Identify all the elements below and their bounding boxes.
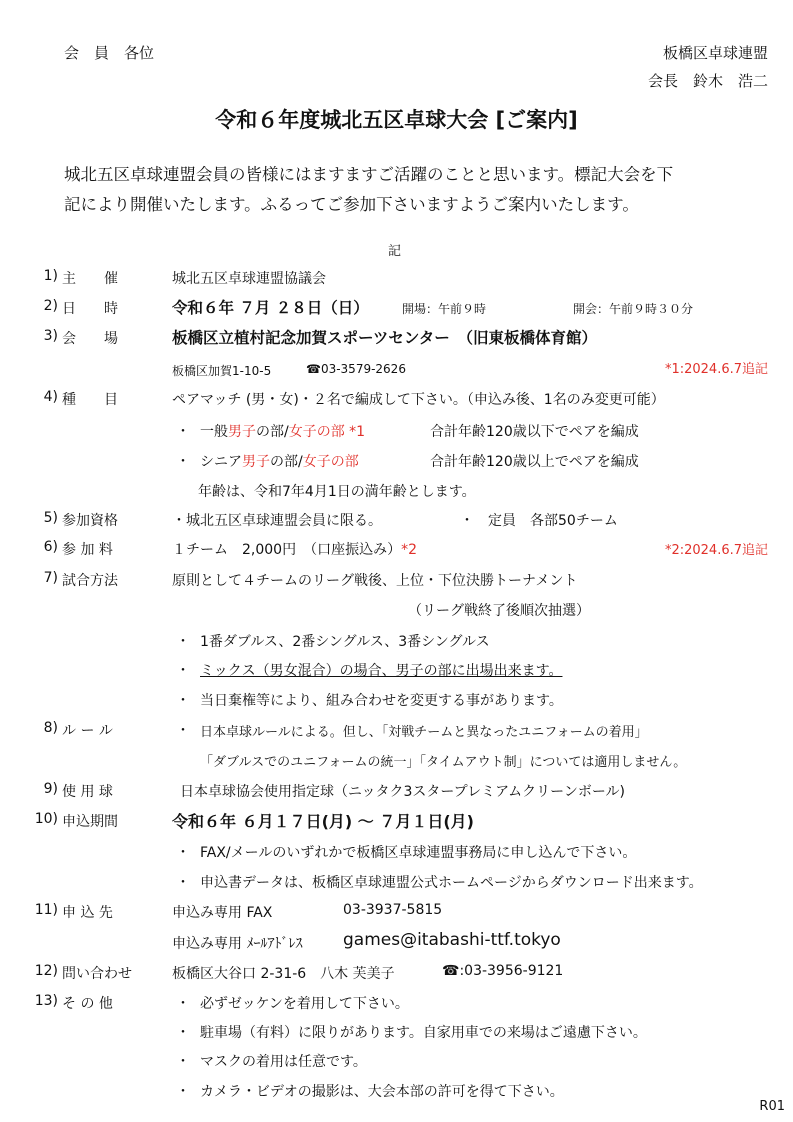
fax-number: 03-3937-5815: [343, 902, 443, 918]
bullet: ・: [176, 723, 190, 739]
item-label-venue: 会 場: [62, 331, 118, 347]
bullet: ・: [176, 424, 190, 440]
event-rule-general: 合計年齢120歳以下でペアを編成: [430, 424, 639, 440]
other-bullet: 必ずゼッケンを着用して下さい。: [200, 996, 409, 1012]
other-bullet: 駐車場（有料）に限りがあります。自家用車での来場はご遠慮下さい。: [200, 1025, 647, 1041]
document-code: R01: [759, 1099, 785, 1114]
rules-cont: 「ダブルスでのユニフォームの統一」「タイムアウト制」については適用しません。: [200, 755, 687, 770]
event-rule-senior: 合計年齢120歳以上でペアを編成: [430, 454, 639, 470]
item-label-apply: 申 込 先: [62, 905, 113, 921]
fax-label: 申込み専用 FAX: [172, 905, 273, 921]
format-bullet: 1番ダブルス、2番シングルス、3番シングルス: [200, 634, 490, 650]
item-label-fee: 参 加 料: [62, 542, 113, 558]
bullet: ・: [176, 1025, 190, 1041]
rules-value: 日本卓球ルールによる。但し、「対戦チームと異なったユニフォームの着用」: [200, 725, 648, 740]
period-value: 令和６年 ６月１７日(月) ～ ７月１日(月): [172, 812, 474, 831]
mail-address[interactable]: games@itabashi-ttf.tokyo: [343, 930, 561, 950]
item-number: 2): [43, 298, 58, 314]
item-label-eligibility: 参加資格: [62, 513, 118, 529]
item-number: 4): [43, 389, 58, 405]
bullet: ・: [176, 634, 190, 650]
page-title: 令和６年度城北五区卓球大会 [ご案内]: [215, 108, 578, 132]
bullet: ・: [176, 1084, 190, 1100]
bullet: ・: [176, 996, 190, 1012]
format-sub: （リーグ戦終了後順次抽選）: [408, 603, 590, 619]
venue-value: 板橋区立植村記念加賀スポーツセンター （旧東板橋体育館）: [172, 329, 598, 347]
recipient: 会 員 各位: [64, 44, 155, 62]
item-label-events: 種 目: [62, 392, 118, 408]
bullet: ・: [176, 663, 190, 679]
contact-value: 板橋区大谷口 2-31-6 八木 芙美子: [172, 966, 395, 982]
intro-line-1: 城北五区卓球連盟会員の皆様にはますますご活躍のことと思います。標記大会を下: [64, 165, 674, 184]
item-label-ball: 使 用 球: [62, 784, 113, 800]
item-label-host: 主 催: [62, 271, 118, 287]
eligibility-value: ・城北五区卓球連盟会員に限る。: [172, 513, 382, 529]
venue-address: 板橋区加賀1-10-5: [172, 364, 272, 378]
bullet: ・: [176, 845, 190, 861]
event-line-general: 一般男子の部/女子の部 *1: [200, 424, 366, 440]
ki-mark: 記: [388, 244, 402, 259]
event-line-senior: シニア男子の部/女子の部: [200, 454, 359, 470]
item-label-other: そ の 他: [62, 996, 113, 1012]
item-label-rules: ル ー ル: [62, 723, 113, 739]
start-time: 開会：午前９時３０分: [573, 302, 694, 316]
bullet: ・: [176, 875, 190, 891]
fee-value: １チーム 2,000円 （口座振込み）*2: [172, 542, 418, 558]
item-label-format: 試合方法: [62, 573, 118, 589]
bullet: ・: [176, 454, 190, 470]
item-label-contact: 問い合わせ: [62, 966, 132, 982]
item-number: 10): [34, 811, 58, 827]
item-number: 7): [43, 570, 58, 586]
host-value: 城北五区卓球連盟協議会: [172, 271, 326, 287]
item-number: 12): [34, 963, 58, 979]
venue-note: *1:2024.6.7追記: [664, 362, 768, 377]
capacity: ・ 定員 各部50チーム: [460, 513, 618, 529]
item-label-date: 日 時: [62, 301, 118, 317]
organization: 板橋区卓球連盟: [662, 44, 768, 62]
item-number: 1): [43, 268, 58, 284]
ball-value: 日本卓球協会使用指定球（ニッタク3スタープレミアムクリーンボール): [180, 784, 626, 800]
item-number: 8): [43, 720, 58, 736]
bullet: ・: [176, 693, 190, 709]
intro-line-2: 記により開催いたします。ふるってご参加下さいますようご案内いたします。: [64, 195, 639, 214]
item-number: 5): [43, 510, 58, 526]
item-number: 3): [43, 328, 58, 344]
period-bullet: FAX/メールのいずれかで板橋区卓球連盟事務局に申し込んで下さい。: [200, 845, 637, 861]
format-bullet-mixed: ミックス（男女混合）の場合、男子の部に出場出来ます。: [200, 663, 563, 679]
other-bullet: カメラ・ビデオの撮影は、大会本部の許可を得て下さい。: [200, 1084, 564, 1100]
other-bullet: マスクの着用は任意です。: [200, 1054, 367, 1070]
age-note: 年齢は、令和7年4月1日の満年齢とします。: [198, 484, 476, 500]
item-number: 11): [34, 902, 58, 918]
events-value: ペアマッチ (男・女)・２名で編成して下さい。（申込み後、1名のみ変更可能）: [172, 392, 665, 408]
item-number: 6): [43, 539, 58, 555]
venue-phone: ☎03-3579-2626: [306, 362, 406, 376]
mail-label: 申込み専用 ﾒｰﾙｱﾄﾞﾚｽ: [172, 936, 303, 952]
bullet: ・: [176, 1054, 190, 1070]
item-number: 13): [34, 993, 58, 1009]
item-label-period: 申込期間: [62, 814, 118, 830]
president: 会長 鈴木 浩二: [647, 72, 768, 90]
fee-note: *2:2024.6.7追記: [664, 543, 768, 558]
item-number: 9): [43, 781, 58, 797]
contact-phone: ☎:03-3956-9121: [442, 963, 564, 979]
date-value: 令和６年 ７月 ２８日（日）: [172, 299, 369, 317]
format-value: 原則として４チームのリーグ戦後、上位・下位決勝トーナメント: [172, 573, 578, 589]
open-time: 開場：午前９時: [402, 302, 487, 316]
period-bullet: 申込書データは、板橋区卓球連盟公式ホームページからダウンロード出来ます。: [200, 875, 703, 891]
format-bullet: 当日棄権等により、組み合わせを変更する事があります。: [200, 693, 563, 709]
